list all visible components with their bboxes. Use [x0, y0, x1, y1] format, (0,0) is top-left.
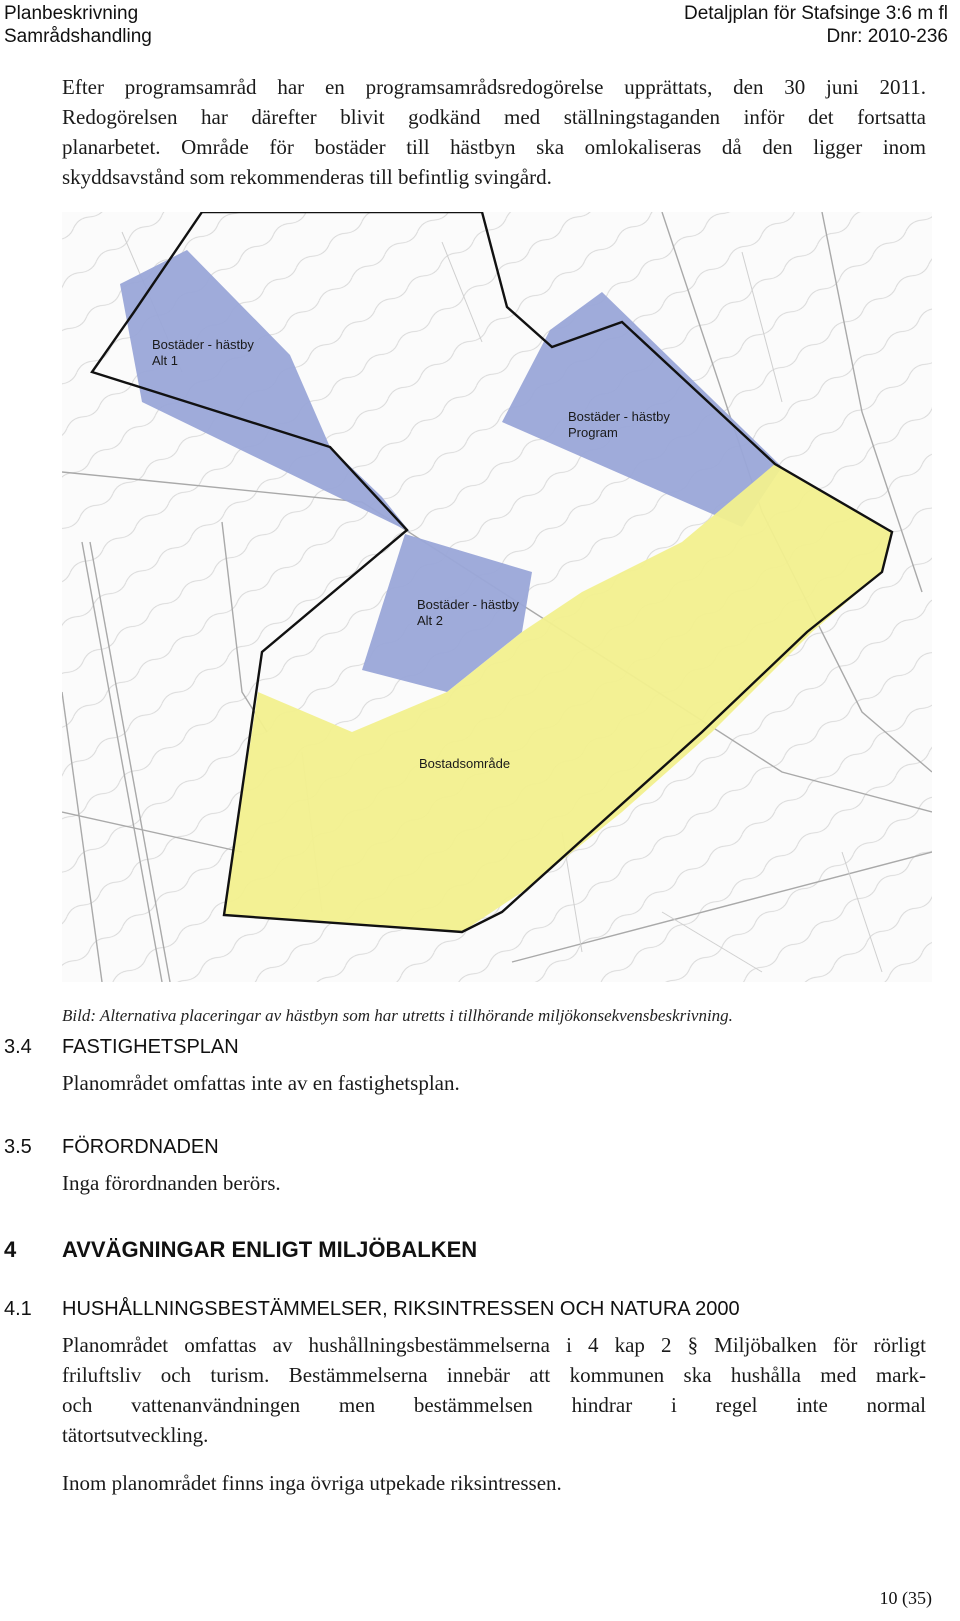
intro-line: planarbetet. Område för bostäder till hästbyn ska omlokaliseras då den ligger inom	[62, 135, 926, 159]
section-4-1-number: 4.1	[4, 1298, 32, 1320]
section-3-4-body: Planområdet omfattas inte av en fastighetsplan.	[62, 1071, 460, 1095]
label-alt2-name: Bostäder - hästby	[417, 597, 519, 612]
body-line: friluftsliv och turism. Bestämmelserna innebär att kommunen ska hushålla med mark-	[62, 1363, 926, 1387]
body-line: tätortsutveckling.	[62, 1423, 209, 1447]
header-dnr: Dnr: 2010-236	[826, 26, 948, 47]
header-doc-type: Planbeskrivning	[4, 3, 139, 24]
plan-map	[62, 212, 932, 982]
header-doc-status: Samrådshandling	[4, 26, 152, 47]
label-program-sub: Program	[568, 425, 618, 440]
page-number: 10 (35)	[879, 1588, 932, 1608]
label-program-name: Bostäder - hästby	[568, 409, 670, 424]
body-line: och vattenanvändningen men bestämmelsen hindrar i regel inte normal	[62, 1393, 926, 1417]
label-alt1-name: Bostäder - hästby	[152, 337, 254, 352]
section-4-title: AVVÄGNINGAR ENLIGT MILJÖBALKEN	[62, 1237, 478, 1262]
section-4-number: 4	[4, 1237, 17, 1262]
section-4-1-body2: Inom planområdet finns inga övriga utpekade riksintressen.	[62, 1471, 562, 1495]
label-bostadsomrade: Bostadsområde	[419, 756, 511, 771]
section-3-5-number: 3.5	[4, 1136, 32, 1158]
intro-line: Redogörelsen har därefter blivit godkänd med ställningstaganden inför det fortsatta	[62, 105, 926, 129]
section-4-1-title: HUSHÅLLNINGSBESTÄMMELSER, RIKSINTRESSEN OCH NATURA 2000	[62, 1298, 740, 1320]
header-plan-title: Detaljplan för Stafsinge 3:6 m fl	[683, 3, 948, 24]
section-3-4-number: 3.4	[4, 1036, 32, 1058]
intro-paragraph	[62, 72, 926, 192]
section-3-4-title: FASTIGHETSPLAN	[62, 1036, 239, 1058]
section-3-5-title: FÖRORDNADEN	[62, 1136, 219, 1158]
label-alt1-alt: Alt 1	[152, 353, 179, 368]
figure-caption: Bild: Alternativa placeringar av hästbyn som har utretts i tillhörande miljökonsekvensbeskrivning.	[62, 1006, 733, 1025]
body-line: Planområdet omfattas av hushållningsbestämmelserna i 4 kap 2 § Miljöbalken för rörligt	[62, 1333, 926, 1357]
intro-line: skyddsavstånd som rekommenderas till befintlig svingård.	[62, 165, 552, 189]
intro-line: Efter programsamråd har en programsamrådsredogörelse upprättats, den 30 juni 2011.	[62, 75, 926, 99]
section-4-1-body	[62, 1330, 926, 1450]
section-3-5-body: Inga förordnanden berörs.	[62, 1171, 281, 1195]
label-alt2-alt: Alt 2	[417, 613, 444, 628]
